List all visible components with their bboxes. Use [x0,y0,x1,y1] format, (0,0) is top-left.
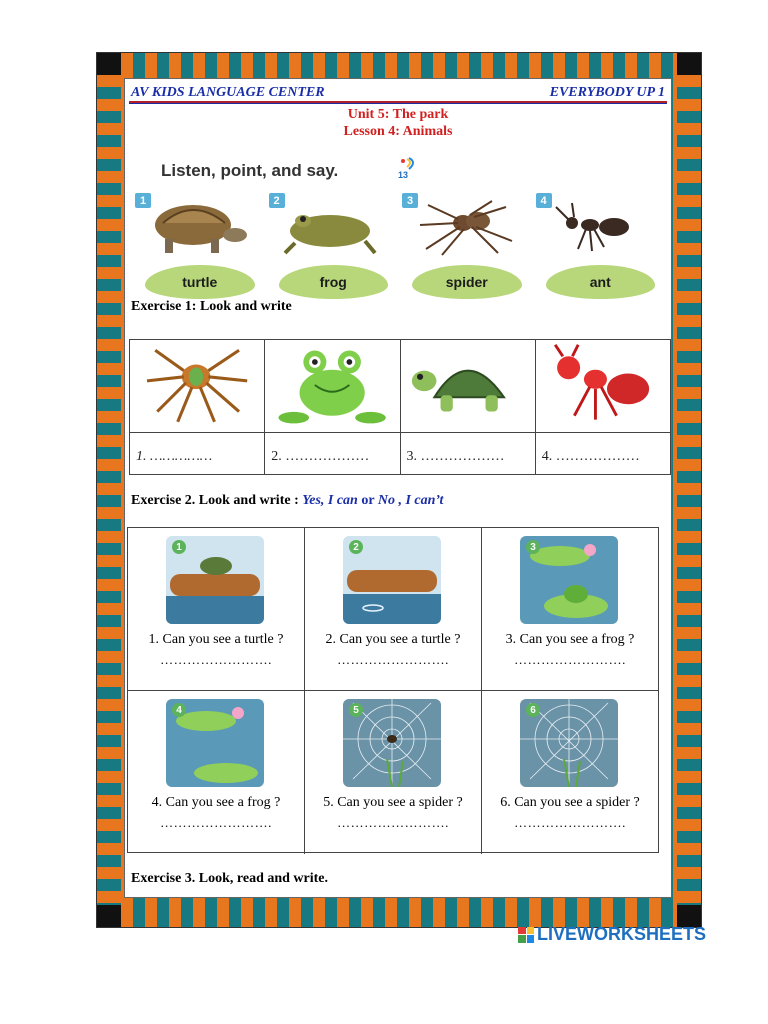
exercise1-title: Exercise 1: Look and write [131,299,292,314]
lilypad-picture [166,699,264,787]
exercise2-question-cell [305,691,482,854]
frog-picture [275,197,385,259]
vocab-number: 3 [402,193,418,208]
question-number: 6 [526,703,540,717]
vocab-word: ant [546,265,656,299]
border-corner [97,53,121,75]
vocab-card-turtle [133,191,263,299]
vocab-card-ant [534,191,664,299]
exercise1-picture-cell [401,340,536,432]
exercise1-answer[interactable]: 1. …………… [130,433,265,474]
answer-line[interactable]: ……………………. [160,652,272,667]
worksheet-header [131,83,665,103]
exercise2-question-cell [482,528,658,690]
answer-line[interactable]: ……………………. [160,815,272,830]
question-number: 1 [172,540,186,554]
unit-title: Unit 5: The park [347,107,449,122]
question-text: 2. Can you see a turtle ? [325,632,461,647]
course-name: EVERYBODY UP 1 [549,85,665,100]
border-corner [97,905,121,927]
track-number: 13 [398,170,409,180]
question-number: 2 [349,540,363,554]
exercise2-question-cell [305,528,482,690]
vocab-number: 1 [135,193,151,208]
web-spider-picture [343,699,441,787]
cartoon-ant-picture [536,340,670,432]
turtle-picture [141,197,251,259]
lesson-title: Lesson 4: Animals [343,124,453,139]
vocab-number: 2 [269,193,285,208]
vocab-card-frog [267,191,397,299]
exercise1-answer[interactable]: 3. ……………… [401,433,536,474]
exercise2-question-cell [128,528,305,690]
spider-picture [408,197,518,259]
question-number: 3 [526,540,540,554]
brand-name: LIVEWORKSHEETS [537,924,707,944]
exercise1-picture-cell [536,340,670,432]
vocab-strip [133,191,663,299]
question-number: 5 [349,703,363,717]
vocab-word: frog [279,265,389,299]
vocab-word: spider [412,265,522,299]
exercise2-table [127,527,659,853]
answer-line[interactable]: ……………………. [514,815,626,830]
exercise1-table [129,339,671,475]
border-left [97,75,121,905]
liveworksheets-logo[interactable] [518,924,706,945]
web-picture [520,699,618,787]
border-corner [677,53,701,75]
exercise1-answer[interactable]: 2. ……………… [265,433,400,474]
log-water-picture [343,536,441,624]
exercise3-title: Exercise 3. Look, read and write. [131,871,329,886]
border-right [677,75,701,905]
question-text: 5. Can you see a spider ? [323,795,463,810]
log-turtle-picture [166,536,264,624]
audio-track-icon[interactable] [395,157,419,181]
answer-line[interactable]: ……………………. [337,815,449,830]
ant-picture [542,197,652,259]
cartoon-turtle-picture [401,340,535,432]
exercise2-question-cell [128,691,305,854]
answer-line[interactable]: ……………………. [337,652,449,667]
exercise2-yes: Yes, I can [302,493,358,508]
question-text: 1. Can you see a turtle ? [148,632,284,647]
exercise2-title-prefix: Exercise 2. Look and write : [131,493,303,508]
cartoon-frog-picture [265,340,399,432]
answer-line[interactable]: ……………………. [514,652,626,667]
exercise2-or: or [357,493,378,508]
exercise1-answer[interactable]: 4. ……………… [541,449,640,464]
question-text: 3. Can you see a frog ? [505,632,635,647]
exercise2-no: No , I can’t [377,493,444,508]
exercise1-picture-cell [265,340,400,432]
exercise2-title [131,493,443,509]
cartoon-spider-picture [130,340,264,432]
liveworksheets-icon [518,927,534,943]
exercise1-picture-cell [130,340,265,432]
lilypad-frog-picture [520,536,618,624]
vocab-card-spider [400,191,530,299]
worksheet [124,78,672,898]
header-rule [129,101,667,104]
vocab-word: turtle [145,265,255,299]
vocab-number: 4 [536,193,552,208]
question-text: 4. Can you see a frog ? [151,795,281,810]
school-name: AV KIDS LANGUAGE CENTER [131,85,325,100]
question-number: 4 [172,703,186,717]
exercise2-question-cell [482,691,658,854]
listen-title: Listen, point, and say. [161,161,339,180]
question-text: 6. Can you see a spider ? [500,795,640,810]
